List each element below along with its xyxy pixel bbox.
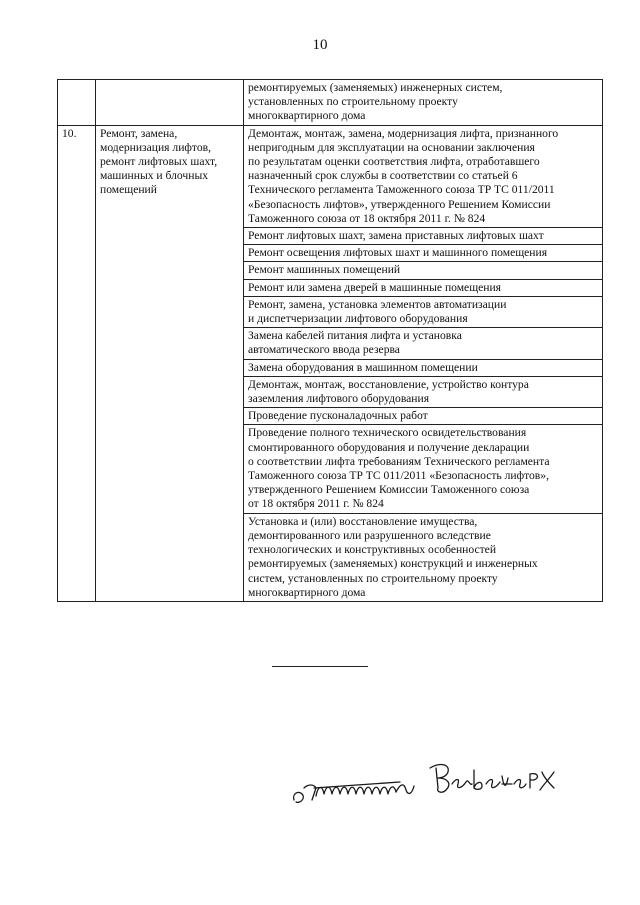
- row-number-cell: [58, 80, 96, 126]
- work-description-cell: [244, 513, 603, 601]
- table-row: [58, 125, 603, 227]
- description-line: многоквартирного дома: [248, 585, 366, 599]
- work-description-cell: [244, 376, 603, 407]
- description-line: заземления лифтового оборудования: [248, 392, 430, 406]
- description-line: «Безопасность лифтов», утвержденного Решением Комиссии: [248, 197, 551, 211]
- work-description-cell: [244, 80, 603, 126]
- description-line: назначенный срок службы в соответствии со статьей 6: [248, 169, 518, 183]
- row-number-cell: 10.: [58, 125, 96, 601]
- description-line: Замена оборудования в машинном помещении: [248, 360, 478, 374]
- work-name-cell: [96, 80, 244, 126]
- work-name-line: машинных и блочных: [100, 169, 209, 183]
- description-line: Установка и (или) восстановление имущества,: [248, 514, 478, 528]
- description-line: Ремонт лифтовых шахт, замена приставных лифтовых шахт: [248, 229, 544, 243]
- description-line: Ремонт освещения лифтовых шахт и машинного помещения: [248, 246, 548, 260]
- works-table: [57, 79, 603, 602]
- description-line: смонтированного оборудования и получение декларации: [248, 440, 530, 454]
- description-line: Проведение полного технического освидетельствования: [248, 426, 527, 440]
- description-line: систем, установленных по строительному проекту: [248, 571, 498, 585]
- work-description-cell: [244, 125, 603, 227]
- description-line: Ремонт или замена дверей в машинные помещения: [248, 280, 502, 294]
- signature-scribble-icon: [288, 748, 558, 818]
- work-name-cell: [96, 125, 244, 601]
- description-line: Замена кабелей питания лифта и установка: [248, 329, 462, 343]
- table-row: [58, 80, 603, 126]
- work-description-cell: [244, 359, 603, 376]
- description-line: Технического регламента Таможенного союза ТР ТС 011/2011: [248, 183, 555, 197]
- works-table-body: [58, 80, 603, 602]
- work-description-cell: [244, 408, 603, 425]
- work-name-line: ремонт лифтовых шахт,: [100, 155, 218, 169]
- description-line: установленных по строительному проекту: [248, 95, 458, 109]
- description-line: Проведение пусконаладочных работ: [248, 409, 428, 423]
- description-line: демонтированного или разрушенного вследствие: [248, 528, 491, 542]
- description-line: по результатам оценки соответствия лифта, отработавшего: [248, 155, 540, 169]
- work-name-line: Ремонт, замена,: [100, 126, 178, 140]
- description-line: о соответствии лифта требованиям Технического регламента: [248, 454, 550, 468]
- description-line: Ремонт, замена, установка элементов автоматизации: [248, 297, 507, 311]
- separator-line: [272, 666, 368, 667]
- work-description-cell: [244, 245, 603, 262]
- work-description-cell: [244, 425, 603, 513]
- description-line: Ремонт машинных помещений: [248, 263, 401, 277]
- description-line: ремонтируемых (заменяемых) конструкций и инженерных: [248, 557, 538, 571]
- description-line: многоквартирного дома: [248, 109, 366, 123]
- description-line: Демонтаж, монтаж, восстановление, устройство контура: [248, 377, 529, 391]
- description-line: Демонтаж, монтаж, замена, модернизация лифта, признанного: [248, 126, 559, 140]
- description-line: автоматического ввода резерва: [248, 343, 400, 357]
- work-description-cell: [244, 262, 603, 279]
- handwritten-signature: [288, 748, 558, 823]
- page-number: 10: [312, 37, 328, 53]
- work-description-cell: [244, 279, 603, 296]
- description-line: технологических и конструктивных особенностей: [248, 543, 497, 557]
- description-line: Таможенного союза ТР ТС 011/2011 «Безопасность лифтов»,: [248, 469, 549, 483]
- description-line: и диспетчеризации лифтового оборудования: [248, 312, 468, 326]
- description-line: ремонтируемых (заменяемых) инженерных систем,: [248, 81, 503, 94]
- work-description-cell: [244, 328, 603, 359]
- description-line: от 18 октября 2011 г. № 824: [248, 497, 384, 511]
- work-description-cell: [244, 296, 603, 327]
- description-line: Таможенного союза от 18 октября 2011 г. № 824: [248, 211, 486, 225]
- work-name-line: модернизация лифтов,: [100, 140, 212, 154]
- description-line: утвержденного Решением Комиссии Таможенного союза: [248, 483, 530, 497]
- work-description-cell: [244, 228, 603, 245]
- work-name-line: помещений: [100, 183, 157, 197]
- description-line: непригодным для эксплуатации на основании заключения: [248, 140, 535, 154]
